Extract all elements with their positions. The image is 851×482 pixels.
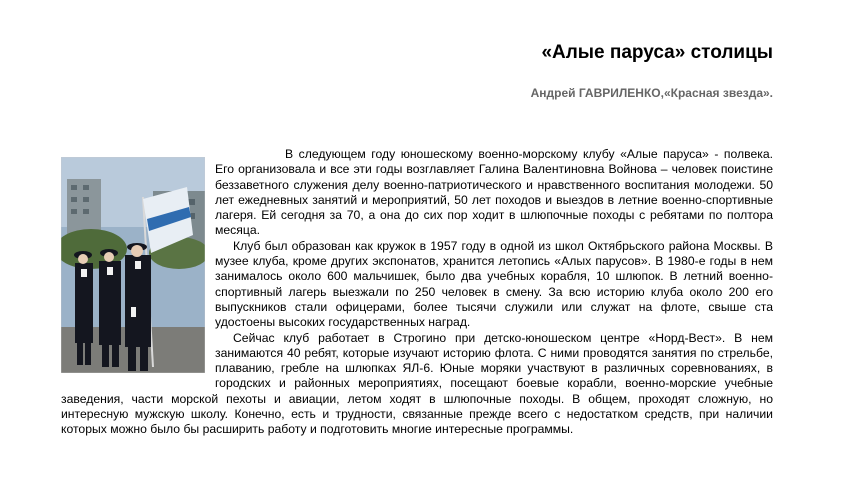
article-paragraph: В следующем году юношескому военно-морскому клубу «Алые паруса» - полвека. Его организовала и все эти годы возглавляет Галина Валентиновна Войнова – человек поистине беззаветного служения делу военно-патриотического и нравственного воспитания молодежи. 50 лет ежедневных занятий и мероприятий, 50 лет походов и выездов в летние военно-спортивные лагеря. Ей сегодня за 70, а она до сих пор ходит в шлюпочные походы с ребятами по полтора месяца.	[215, 147, 773, 238]
cadets-with-flag-photo-icon	[61, 157, 205, 373]
article-paragraph: Сейчас клуб работает в Строгино при детско-юношеском центре «Норд-Вест». В нем занимаются 40 ребят, которые изучают историю флота. С ними проводятся занятия по стрельбе, плаванию, гребле на шлюпках ЯЛ-6. Юные моряки участвуют в различных соревнованиях, в городских и районных мероприятиях, посещают боевые корабли, военно-морские учебные заведения, части морской пехоты и авиации, летом ходят в шлюпочные походы. В общем, проходят сложную, но интересную мужскую школу. Конечно, есть и трудности, связанные прежде всего с недостатком средств, при наличии которых можно было бы расширить работу и подготовить многие интересные программы.	[61, 330, 773, 437]
cadets-photo	[61, 157, 205, 373]
article-paragraph: Клуб был образован как кружок в 1957 году в одной из школ Октябрьского района Москвы. В музее клуба, кроме других экспонатов, хранится летопись «Алых парусов». В 1980-е годы в нем занималось около 600 мальчишек, было два учебных корабля, 10 шлюпок. В летний военно-спортивный лагерь выезжали по 250 человек в смену. За всю историю клуба около 200 его выпускников стали офицерами, более тысячи служили или служат на флоте, свыше ста удостоены высоких государственных наград.	[215, 238, 773, 330]
article-title: «Алые паруса» столицы	[541, 42, 773, 63]
article-author: Андрей ГАВРИЛЕНКО,«Красная звезда».	[530, 86, 773, 100]
article-body	[61, 147, 773, 438]
